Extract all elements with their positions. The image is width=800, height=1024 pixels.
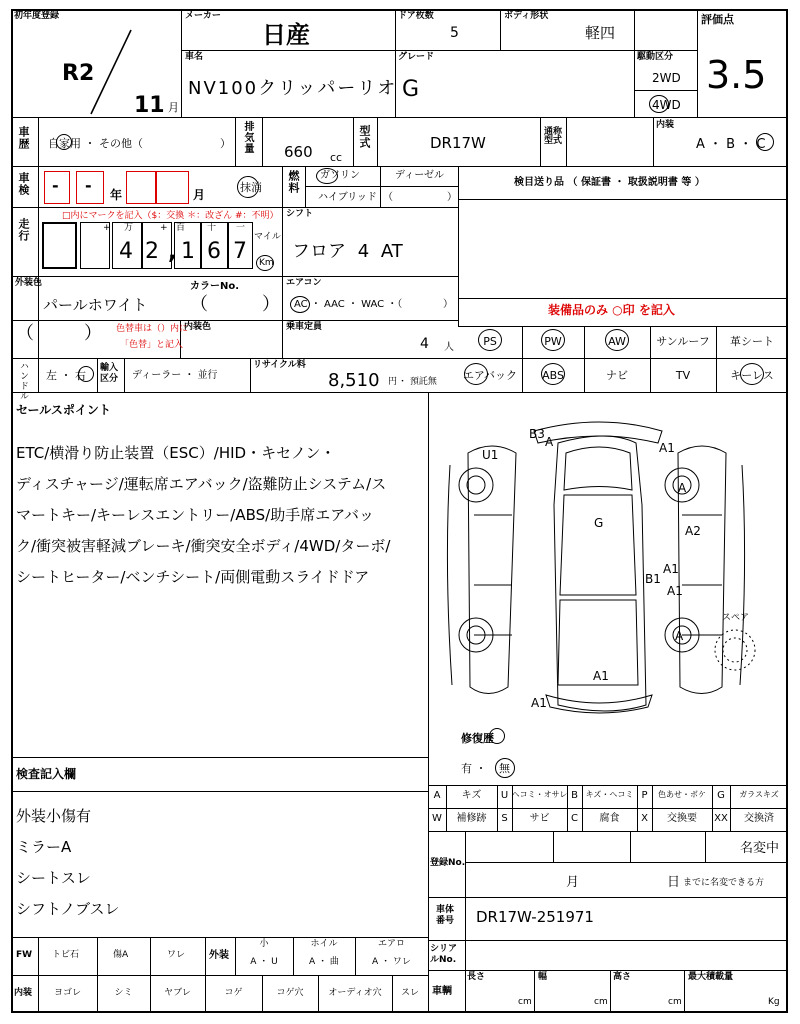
history-close: ） <box>220 137 231 150</box>
fuel-gas-circle <box>316 168 338 184</box>
fuel-gas: ガソリン <box>320 170 360 181</box>
exterior-val: A ・ ワレ <box>372 957 411 967</box>
load-label: 最大積載量 <box>688 972 734 982</box>
aircon-circle <box>290 296 310 313</box>
deadline-note: までに名変できる方 <box>683 878 765 888</box>
month-unit: 月 <box>168 101 179 114</box>
interior-item: ヤブレ <box>164 988 191 998</box>
color-change-close: ） <box>84 323 102 344</box>
aircon-label: エアコン <box>286 278 322 288</box>
legend-cell: U <box>500 790 509 801</box>
height-label: 高さ <box>613 972 632 982</box>
mileage-mark-box <box>42 222 77 269</box>
interior-item: オーディオ穴 <box>328 988 382 998</box>
interior-bottom-label: 内装 <box>14 988 33 998</box>
first-reg-label: 初年度登録 <box>14 11 60 21</box>
serial-label: シリアルNo. <box>430 944 458 965</box>
fuel-label: 燃料 <box>287 170 300 194</box>
exterior-color-label: 外装色 <box>15 278 43 288</box>
recycle-unit: 円 <box>388 377 398 387</box>
history-circle <box>56 134 72 150</box>
car-name-value: NV100クリッパーリオ <box>188 78 398 99</box>
interior-item: コゲ <box>224 988 243 998</box>
import-label: 輸入区分 <box>100 363 119 384</box>
legend-divider <box>567 785 568 831</box>
inspection-notes-title: 検査記入欄 <box>16 767 77 781</box>
repair-label-circle <box>489 728 505 744</box>
displacement-value: 660 <box>284 143 313 161</box>
equip-item-TV: TV <box>675 369 691 382</box>
interior-grades: A ・ B ・ C <box>696 137 766 152</box>
equip-item-エアバック: エアバック <box>462 369 518 382</box>
aircon-close: ） <box>443 299 453 310</box>
sales-point-line: ク/衝突被害軽減ブレーキ/衝突安全ボディ/4WD/ターボ/ <box>16 537 391 555</box>
fw-label: FW <box>16 950 33 960</box>
mileage-km-circle <box>256 255 274 271</box>
height-unit: cm <box>668 997 682 1007</box>
inspection-note-line: シフトノブスレ <box>16 900 120 918</box>
aircon-value: AC ・ AAC ・ WAC ・（ <box>294 299 403 310</box>
doors-label: ドア枚数 <box>398 11 434 21</box>
displacement-unit: cc <box>330 151 343 164</box>
deadline-day: 日 <box>667 875 681 890</box>
legend-divider <box>637 785 638 831</box>
legend-cell: キズ <box>461 790 482 801</box>
capacity-label: 乗車定員 <box>286 322 323 332</box>
interior-grade-circle <box>756 133 774 151</box>
chassis-value: DR17W-251971 <box>476 908 594 926</box>
recycle-note: ・ 預託無 <box>398 377 437 387</box>
handle-circle <box>78 366 94 382</box>
legend-cell: S <box>501 813 508 824</box>
insp-box-3 <box>126 171 156 204</box>
bottom-divider <box>150 937 151 975</box>
legend-cell: XX <box>714 813 728 824</box>
length-label: 長さ <box>467 972 486 982</box>
sales-point-line: ディスチャージ/運転席エアバック/盗難防止システム/ス <box>16 475 387 493</box>
exterior-label: 外装 <box>209 950 229 961</box>
legend-divider <box>712 785 713 831</box>
history-label: 車歴 <box>17 126 30 150</box>
width-unit: cm <box>594 997 608 1007</box>
load-unit: Kg <box>768 997 780 1007</box>
drive-4wd: 4WD <box>652 98 681 112</box>
bottom-divider <box>355 937 356 975</box>
insp-expired-circle <box>237 176 259 198</box>
legend-cell: B <box>571 790 578 801</box>
fw-item: 傷A <box>113 950 129 960</box>
inspection-note-line: シートスレ <box>16 869 91 887</box>
damage-code-label: B3 <box>529 427 545 441</box>
spare-label: スペア <box>722 613 750 623</box>
insp-month-unit: 月 <box>193 188 206 202</box>
import-value: ディーラー ・ 並行 <box>132 370 218 381</box>
drive-2wd: 2WD <box>652 71 681 85</box>
model-value: DR17W <box>430 134 486 152</box>
legend-divider <box>652 785 653 831</box>
insp-box-4 <box>156 171 189 204</box>
sales-point-line: シートヒーター/ベンチシート/両側電動スライドドア <box>16 568 370 586</box>
inspection-label: 車検 <box>17 172 30 196</box>
mileage-place-10k: 万 <box>124 223 134 233</box>
mileage-digit-2: 2 <box>145 239 159 264</box>
bottom-divider <box>38 937 39 975</box>
color-change-open: （ <box>16 323 34 344</box>
color-no-label: カラーNo. <box>190 281 240 292</box>
insp-dash-2: - <box>85 176 92 195</box>
damage-code-label: A1 <box>593 669 609 683</box>
legend-cell: 腐食 <box>599 813 620 824</box>
bottom-divider <box>205 937 206 975</box>
legend-cell: 交換済 <box>744 813 774 824</box>
insp-expired: 抹消 <box>240 181 262 194</box>
damage-code-label: A1 <box>531 696 547 710</box>
equip-circle-AW <box>605 329 629 351</box>
capacity-value: 4 <box>420 336 429 352</box>
displacement-label: 排気量 <box>242 121 253 154</box>
equip-header: 装備品のみ ○印 を記入 <box>548 303 675 317</box>
car-name-label: 車名 <box>185 52 204 62</box>
mileage-label: 走行 <box>17 218 30 242</box>
fuel-hybrid: ハイブリッド <box>318 192 377 203</box>
repair-none: 無 <box>499 762 510 775</box>
repair-none-circle <box>495 758 515 778</box>
interior-item: コゲ穴 <box>276 988 304 998</box>
damage-code-label: U1 <box>482 448 499 462</box>
drive-label: 駆動区分 <box>637 52 674 62</box>
bottom-divider <box>97 937 98 975</box>
fuel-other-close: ） <box>447 192 457 203</box>
damage-code-label: A2 <box>685 524 701 538</box>
inspection-note-line: ミラーA <box>16 838 72 856</box>
legend-cell: W <box>432 813 442 824</box>
legend-divider <box>512 785 513 831</box>
legend-cell: G <box>717 790 725 801</box>
capacity-unit: 人 <box>444 342 454 353</box>
handle-label: ハンドル <box>18 361 28 401</box>
exterior-val: A ・ 曲 <box>309 957 339 967</box>
equip-item-PW: PW <box>544 335 562 348</box>
score-value: 3.5 <box>706 53 767 97</box>
accessories-text: 検目送り品 （ 保証書 ・ 取扱説明書 等 ） <box>514 177 705 188</box>
mileage-plus-2: + <box>160 223 168 233</box>
bottom-divider <box>428 937 429 975</box>
legend-cell: ヘコミ・オサレ <box>511 790 568 799</box>
fuel-other: （ <box>383 192 393 203</box>
common-model-label: 通称型式 <box>544 127 563 146</box>
color-change-note-1: 色替車は（）内に <box>116 324 189 334</box>
legend-cell: サビ <box>529 813 550 824</box>
repair-options: 有 ・ <box>461 762 487 775</box>
mileage-digit-5: 7 <box>233 239 247 264</box>
legend-cell: キズ・ヘコミ <box>585 790 634 799</box>
drive-4wd-circle <box>649 95 669 113</box>
sales-point-line: マートキー/キーレスエントリー/ABS/助手席エアバッ <box>16 506 375 524</box>
mileage-place-10: 十 <box>207 223 217 233</box>
month-value: 11 <box>134 93 165 118</box>
mileage-unit-km: Km <box>259 258 274 268</box>
color-change-note-2: 「色替」と記入 <box>120 340 184 350</box>
doors-value: 5 <box>450 25 459 41</box>
legend-cell: 交換要 <box>667 813 697 824</box>
chassis-label: 車体番号 <box>436 905 455 926</box>
legend-cell: X <box>641 813 648 824</box>
repair-label: 修復歴 <box>461 732 494 745</box>
equip-item-ナビ: ナビ <box>606 369 628 382</box>
mileage-place-100: 百 <box>176 223 186 233</box>
exterior-color-value: パールホワイト <box>43 296 148 314</box>
date-slash <box>85 28 135 118</box>
equip-item-革シート: 革シート <box>730 335 774 348</box>
deadline-month: 月 <box>566 875 580 890</box>
grade-label: グレード <box>398 52 435 62</box>
dims-label: 車輌 <box>432 986 452 997</box>
mileage-place-1: 一 <box>236 223 246 233</box>
color-no-open: （ <box>190 294 208 315</box>
body-label: ボディ形状 <box>504 11 549 21</box>
equip-item-ABS: ABS <box>542 369 564 382</box>
color-no-close: ） <box>262 294 280 315</box>
equip-circle-PW <box>541 329 565 351</box>
equip-circle-ABS <box>541 363 565 385</box>
legend-cell: C <box>571 813 578 824</box>
insp-dash-1: - <box>52 176 59 195</box>
damage-code-label: A1 <box>667 584 683 598</box>
damage-code-label: A <box>675 629 684 643</box>
mileage-comma: , <box>168 240 177 265</box>
legend-divider <box>582 785 583 831</box>
mileage-digit-1: 4 <box>119 239 133 264</box>
history-text: 自家用 ・ その他（ <box>48 137 143 150</box>
equip-circle-キーレス <box>740 363 764 385</box>
damage-code-label: G <box>594 516 604 530</box>
body-value: 軽四 <box>585 24 616 42</box>
legend-divider <box>730 785 731 831</box>
width-label: 幅 <box>538 972 548 982</box>
legend-cell: A <box>433 790 441 801</box>
legend-cell: P <box>641 790 648 801</box>
interior-label: 内装 <box>656 120 675 130</box>
legend-divider <box>497 785 498 831</box>
handle-value: 左 ・ 右 <box>46 369 86 382</box>
damage-code-label: A1 <box>659 441 675 455</box>
insp-year-unit: 年 <box>110 188 123 202</box>
interior-item: シミ <box>114 988 133 998</box>
maker-value: 日産 <box>262 21 310 49</box>
sales-points-title: セールスポイント <box>16 403 111 417</box>
equip-circle-PS <box>478 329 502 351</box>
model-label: 型式 <box>358 125 371 149</box>
inspection-note-line: 外装小傷有 <box>16 807 92 825</box>
exterior-col: エアロ <box>377 939 405 949</box>
shift-value: フロア 4 AT <box>292 241 403 262</box>
recycle-value: 8,510 <box>328 370 380 391</box>
fw-item: トビ石 <box>52 950 80 960</box>
fuel-diesel: ディーゼル <box>395 170 444 181</box>
equip-item-サンルーフ: サンルーフ <box>656 335 710 348</box>
equip-circle-エアバック <box>464 363 488 385</box>
legend-cell: ガラスキズ <box>739 790 779 799</box>
maker-label: メーカー <box>185 11 221 21</box>
exterior-col: ホイル <box>310 939 338 949</box>
legend-cell: 補修跡 <box>456 813 487 824</box>
grade-value: G <box>402 77 420 102</box>
mileage-unit-mile: マイル <box>254 232 281 242</box>
exterior-col: 小 <box>259 939 269 949</box>
era-value: R2 <box>62 61 95 86</box>
mileage-plus-1: + <box>103 223 111 233</box>
interior-item: ヨゴレ <box>53 988 81 998</box>
name-change-label: 名変中 <box>740 841 780 856</box>
mileage-digit-3: 1 <box>181 239 195 264</box>
damage-code-label: A <box>678 481 687 495</box>
shift-label: シフト <box>286 209 314 219</box>
interior-color-label: 内装色 <box>184 322 212 332</box>
damage-code-label: A <box>545 435 554 449</box>
equip-item-AW: AW <box>608 335 626 348</box>
legend-cell: 色あせ・ボケ <box>658 790 706 799</box>
reg-no-label: 登録No. <box>430 858 466 868</box>
exterior-val: A ・ U <box>250 957 278 967</box>
sales-point-line: ETC/横滑り防止装置（ESC）/HID・キセノン・ <box>16 444 336 462</box>
damage-code-label: B1 <box>645 572 661 586</box>
recycle-label: リサイクル料 <box>253 360 306 370</box>
length-unit: cm <box>518 997 532 1007</box>
equip-item-キーレス: キーレス <box>730 369 774 382</box>
fw-item: ワレ <box>167 950 186 960</box>
mileage-digit-4: 6 <box>207 239 221 264</box>
interior-item: スレ <box>400 988 419 998</box>
score-label: 評価点 <box>701 13 734 26</box>
equip-item-PS: PS <box>483 335 497 348</box>
legend-divider <box>446 785 447 831</box>
damage-code-label: A1 <box>663 562 679 576</box>
mileage-note: □内にマークを記入（$：交換 ＊：改ざん #：不明） <box>62 211 279 221</box>
